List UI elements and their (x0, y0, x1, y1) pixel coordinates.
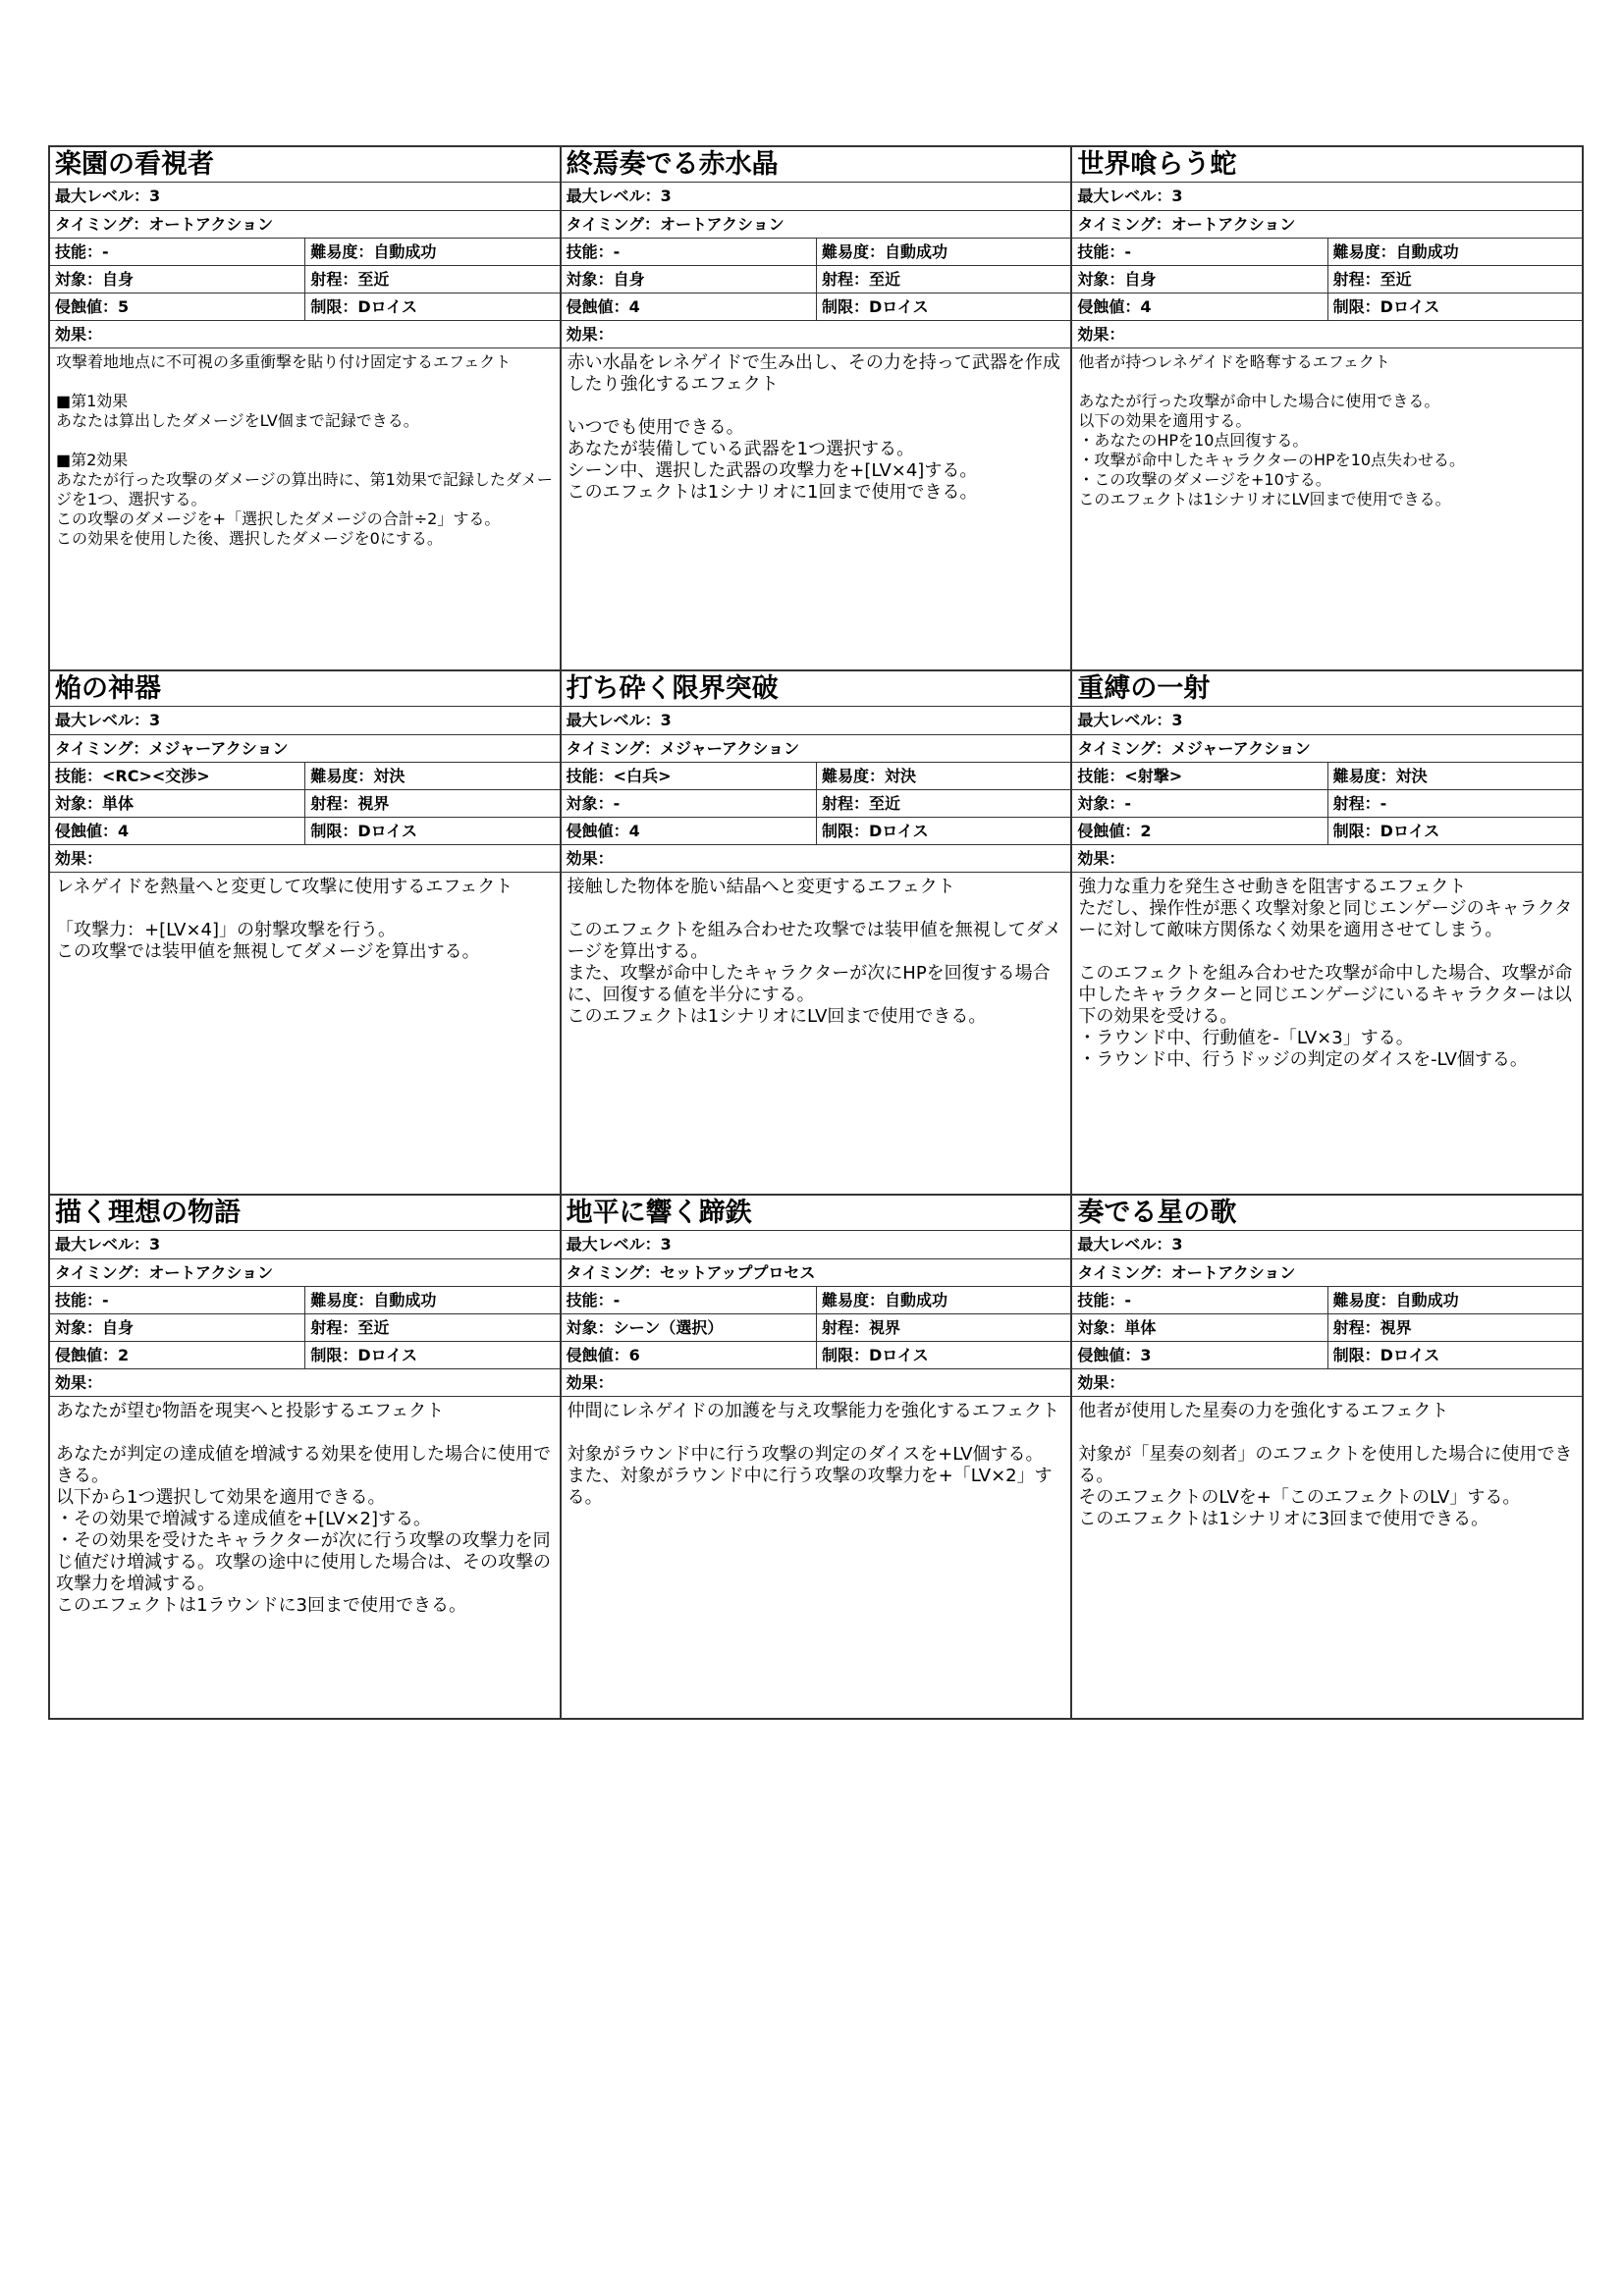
target: 対象：自身 (55, 270, 135, 289)
effect-card (561, 670, 1072, 1195)
erosion-row (50, 294, 560, 321)
effect-label: 効果： (566, 325, 614, 344)
max-level-row (50, 707, 560, 735)
erosion: 侵蝕値：4 (566, 822, 640, 840)
timing: タイミング：メジャーアクション (1077, 739, 1311, 758)
erosion-row (562, 1342, 1071, 1369)
effect-label-row (562, 1369, 1071, 1397)
max-level-row (562, 1231, 1071, 1259)
skill-row (562, 239, 1071, 266)
max-level: 最大レベル：3 (566, 187, 672, 205)
max-level-row (1072, 183, 1582, 211)
effect-label-row (50, 845, 560, 873)
difficulty: 難易度：対決 (1327, 763, 1582, 789)
effect-label-row (1072, 321, 1582, 348)
range: 射程：至近 (816, 790, 1070, 817)
target: 対象：- (1077, 794, 1131, 813)
effect-card (561, 146, 1072, 670)
target-row (562, 266, 1071, 294)
max-level-row (1072, 707, 1582, 735)
erosion: 侵蝕値：6 (566, 1346, 640, 1364)
max-level: 最大レベル：3 (55, 1235, 161, 1254)
timing: タイミング：メジャーアクション (566, 739, 800, 758)
target-row (1072, 266, 1582, 294)
timing-row (50, 1259, 560, 1287)
skill-row (1072, 763, 1582, 790)
effect-label-row (1072, 845, 1582, 873)
max-level: 最大レベル：3 (1077, 1235, 1183, 1254)
skill-row (1072, 239, 1582, 266)
limit: 制限：Dロイス (816, 1342, 1070, 1368)
effect-card (561, 1195, 1072, 1719)
limit: 制限：Dロイス (1327, 294, 1582, 320)
max-level-row (562, 707, 1071, 735)
effect-card (1071, 670, 1583, 1195)
difficulty: 難易度：自動成功 (816, 1287, 1070, 1313)
effect-text: 他者が持つレネゲイドを略奪するエフェクト あなたが行った攻撃が命中した場合に使用できる。 以下の効果を適用する。 ・あなたのHPを10点回復する。 ・攻撃が命中したキャラクターのHPを10点失わせる。 ・この攻撃のダメージを+10する。 このエフェクトは1シナリオにLV回まで使用できる。 (1078, 352, 1466, 508)
effect-label: 効果： (1077, 1373, 1125, 1392)
timing-row (562, 1259, 1071, 1287)
max-level: 最大レベル：3 (55, 711, 161, 729)
max-level: 最大レベル：3 (1077, 711, 1183, 729)
effect-card (49, 146, 561, 670)
range: 射程：至近 (1327, 266, 1582, 293)
erosion: 侵蝕値：3 (1077, 1346, 1152, 1364)
effect-text: 赤い水晶をレネゲイドで生み出し、その力を持って武器を作成したり強化するエフェクト いつでも使用できる。 あなたが装備している武器を1つ選択する。 シーン中、選択した武器の攻撃力を+[LV×4]する。 このエフェクトは1シナリオに1回まで使用できる。 (567, 352, 1060, 503)
limit: 制限：Dロイス (816, 294, 1070, 320)
difficulty: 難易度：対決 (304, 763, 559, 789)
timing: タイミング：メジャーアクション (55, 739, 289, 758)
effect-label: 効果： (566, 849, 614, 868)
effect-label-row (562, 845, 1071, 873)
timing-row (50, 211, 560, 239)
target: 対象：自身 (1077, 270, 1157, 289)
effect-card (49, 1195, 561, 1719)
effect-card (1071, 146, 1583, 670)
skill: 技能：- (566, 242, 621, 261)
skill: 技能：- (55, 1291, 109, 1309)
skill: 技能：- (1077, 1291, 1131, 1309)
difficulty: 難易度：自動成功 (304, 1287, 559, 1313)
max-level: 最大レベル：3 (566, 711, 672, 729)
range: 射程：- (1327, 790, 1582, 817)
erosion: 侵蝕値：2 (55, 1346, 130, 1364)
timing-row (50, 735, 560, 763)
target-row (1072, 1314, 1582, 1342)
erosion: 侵蝕値：2 (1077, 822, 1152, 840)
skill: 技能：<RC><交渉> (55, 767, 210, 785)
limit: 制限：Dロイス (304, 818, 559, 844)
range: 射程：視界 (1327, 1314, 1582, 1341)
card-title: 打ち砕く限界突破 (562, 671, 1071, 707)
skill-row (50, 763, 560, 790)
target: 対象：自身 (55, 1318, 135, 1337)
erosion-row (50, 818, 560, 845)
erosion-row (1072, 1342, 1582, 1369)
max-level-row (1072, 1231, 1582, 1259)
erosion: 侵蝕値：4 (55, 822, 130, 840)
effect-card-grid (48, 145, 1584, 1720)
limit: 制限：Dロイス (1327, 818, 1582, 844)
timing-row (1072, 1259, 1582, 1287)
target: 対象：単体 (1077, 1318, 1157, 1337)
effect-label-row (50, 321, 560, 348)
effect-text: あなたが望む物語を現実へと投影するエフェクト あなたが判定の達成値を増減する効果を使用した場合に使用できる。 以下から1つ選択して効果を適用できる。 ・その効果で増減する達成値を+[LV×2]する。 ・その効果を受けたキャラクターが次に行う攻撃の攻撃力を同じ値だけ増減する。攻撃の途中に使用した場合は、その攻撃の攻撃力を増減する。 このエフェクトは1ラウンドに3回まで使用できる。 (56, 1401, 551, 1616)
card-title: 重縛の一射 (1072, 671, 1582, 707)
effect-text: 仲間にレネゲイドの加護を与え攻撃能力を強化するエフェクト 対象がラウンド中に行う攻撃の判定のダイスを+LV個する。 また、対象がラウンド中に行う攻撃の攻撃力を+「LV×2」する。 (567, 1401, 1059, 1508)
effect-text: 接触した物体を脆い結晶へと変更するエフェクト このエフェクトを組み合わせた攻撃では装甲値を無視してダメージを算出する。 また、攻撃が命中したキャラクターが次にHPを回復する場合に、回復する値を半分にする。 このエフェクトは1シナリオにLV回まで使用できる。 (567, 877, 1061, 1027)
max-level: 最大レベル：3 (55, 187, 161, 205)
target: 対象：自身 (566, 270, 645, 289)
skill-row (50, 239, 560, 266)
timing: タイミング：オートアクション (1077, 215, 1296, 234)
limit: 制限：Dロイス (816, 818, 1070, 844)
effect-label: 効果： (1077, 325, 1125, 344)
card-title: 世界喰らう蛇 (1072, 147, 1582, 183)
erosion-row (562, 294, 1071, 321)
effect-label: 効果： (55, 849, 103, 868)
effect-label-row (562, 321, 1071, 348)
target-row (50, 1314, 560, 1342)
difficulty: 難易度：自動成功 (816, 239, 1070, 265)
timing: タイミング：オートアクション (566, 215, 784, 234)
effect-label-row (50, 1369, 560, 1397)
skill: 技能：<白兵> (566, 767, 672, 785)
erosion-row (50, 1342, 560, 1369)
limit: 制限：Dロイス (1327, 1342, 1582, 1368)
skill: 技能：- (1077, 242, 1131, 261)
card-title: 焔の神器 (50, 671, 560, 707)
limit: 制限：Dロイス (304, 1342, 559, 1368)
card-title: 描く理想の物語 (50, 1196, 560, 1231)
effect-label: 効果： (566, 1373, 614, 1392)
difficulty: 難易度：自動成功 (1327, 239, 1582, 265)
skill-row (1072, 1287, 1582, 1314)
max-level: 最大レベル：3 (566, 1235, 672, 1254)
target-row (1072, 790, 1582, 818)
card-title: 地平に響く蹄鉄 (562, 1196, 1071, 1231)
effect-label: 効果： (55, 325, 103, 344)
erosion-row (1072, 294, 1582, 321)
skill: 技能：- (566, 1291, 621, 1309)
timing-row (1072, 211, 1582, 239)
target: 対象：- (566, 794, 621, 813)
timing: タイミング：オートアクション (1077, 1263, 1296, 1282)
range: 射程：至近 (304, 1314, 559, 1341)
skill: 技能：- (55, 242, 109, 261)
target-row (50, 790, 560, 818)
max-level-row (50, 1231, 560, 1259)
erosion: 侵蝕値：5 (55, 297, 130, 316)
effect-label: 効果： (1077, 849, 1125, 868)
range: 射程：視界 (304, 790, 559, 817)
timing: タイミング：オートアクション (55, 215, 274, 234)
target: 対象：単体 (55, 794, 135, 813)
erosion-row (562, 818, 1071, 845)
erosion: 侵蝕値：4 (566, 297, 640, 316)
erosion: 侵蝕値：4 (1077, 297, 1152, 316)
range: 射程：至近 (816, 266, 1070, 293)
timing-row (1072, 735, 1582, 763)
skill: 技能：<射撃> (1077, 767, 1183, 785)
card-title: 終焉奏でる赤水晶 (562, 147, 1071, 183)
skill-row (562, 763, 1071, 790)
target-row (562, 790, 1071, 818)
timing-row (562, 735, 1071, 763)
range: 射程：至近 (304, 266, 559, 293)
timing-row (562, 211, 1071, 239)
skill-row (562, 1287, 1071, 1314)
effect-text: 攻撃着地地点に不可視の多重衝撃を貼り付け固定するエフェクト ■第1効果 あなたは算出したダメージをLV個まで記録できる。 ■第2効果 あなたが行った攻撃のダメージの算出時に、第1効果で記録したダメージを1つ、選択する。 この攻撃のダメージを+「選択したダメージの合計÷2」する。 この効果を使用した後、選択したダメージを0にする。 (56, 352, 553, 548)
target-row (562, 1314, 1071, 1342)
effect-label: 効果： (55, 1373, 103, 1392)
effect-card (1071, 1195, 1583, 1719)
timing: タイミング：セットアッププロセス (566, 1263, 816, 1282)
effect-text: レネゲイドを熱量へと変更して攻撃に使用するエフェクト 「攻撃力：+[LV×4]」の射撃攻撃を行う。 この攻撃では装甲値を無視してダメージを算出する。 (56, 877, 514, 962)
max-level: 最大レベル：3 (1077, 187, 1183, 205)
timing: タイミング：オートアクション (55, 1263, 274, 1282)
card-title: 楽園の看視者 (50, 147, 560, 183)
limit: 制限：Dロイス (304, 294, 559, 320)
effect-text: 強力な重力を発生させ動きを阻害するエフェクト ただし、操作性が悪く攻撃対象と同じエンゲージのキャラクターに対して敵味方関係なく効果を適用させてしまう。 このエフェクトを組み合わせた攻撃が命中した場合、攻撃が命中したキャラクターと同じエンゲージにいるキャラクターは以下の効果を受ける。 ・ラウンド中、行動値を-「LV×3」する。 ・ラウンド中、行うドッジの判定のダイスを-LV個する。 (1078, 877, 1573, 1070)
difficulty: 難易度：対決 (816, 763, 1070, 789)
target: 対象：シーン（選択） (566, 1318, 724, 1337)
effect-label-row (1072, 1369, 1582, 1397)
difficulty: 難易度：自動成功 (1327, 1287, 1582, 1313)
range: 射程：視界 (816, 1314, 1070, 1341)
difficulty: 難易度：自動成功 (304, 239, 559, 265)
skill-row (50, 1287, 560, 1314)
target-row (50, 266, 560, 294)
effect-card (49, 670, 561, 1195)
effect-text: 他者が使用した星奏の力を強化するエフェクト 対象が「星奏の刻者」のエフェクトを使用した場合に使用できる。 そのエフェクトのLVを+「このエフェクトのLV」する。 このエフェクトは1シナリオに3回まで使用できる。 (1078, 1401, 1573, 1529)
card-title: 奏でる星の歌 (1072, 1196, 1582, 1231)
erosion-row (1072, 818, 1582, 845)
max-level-row (50, 183, 560, 211)
max-level-row (562, 183, 1071, 211)
